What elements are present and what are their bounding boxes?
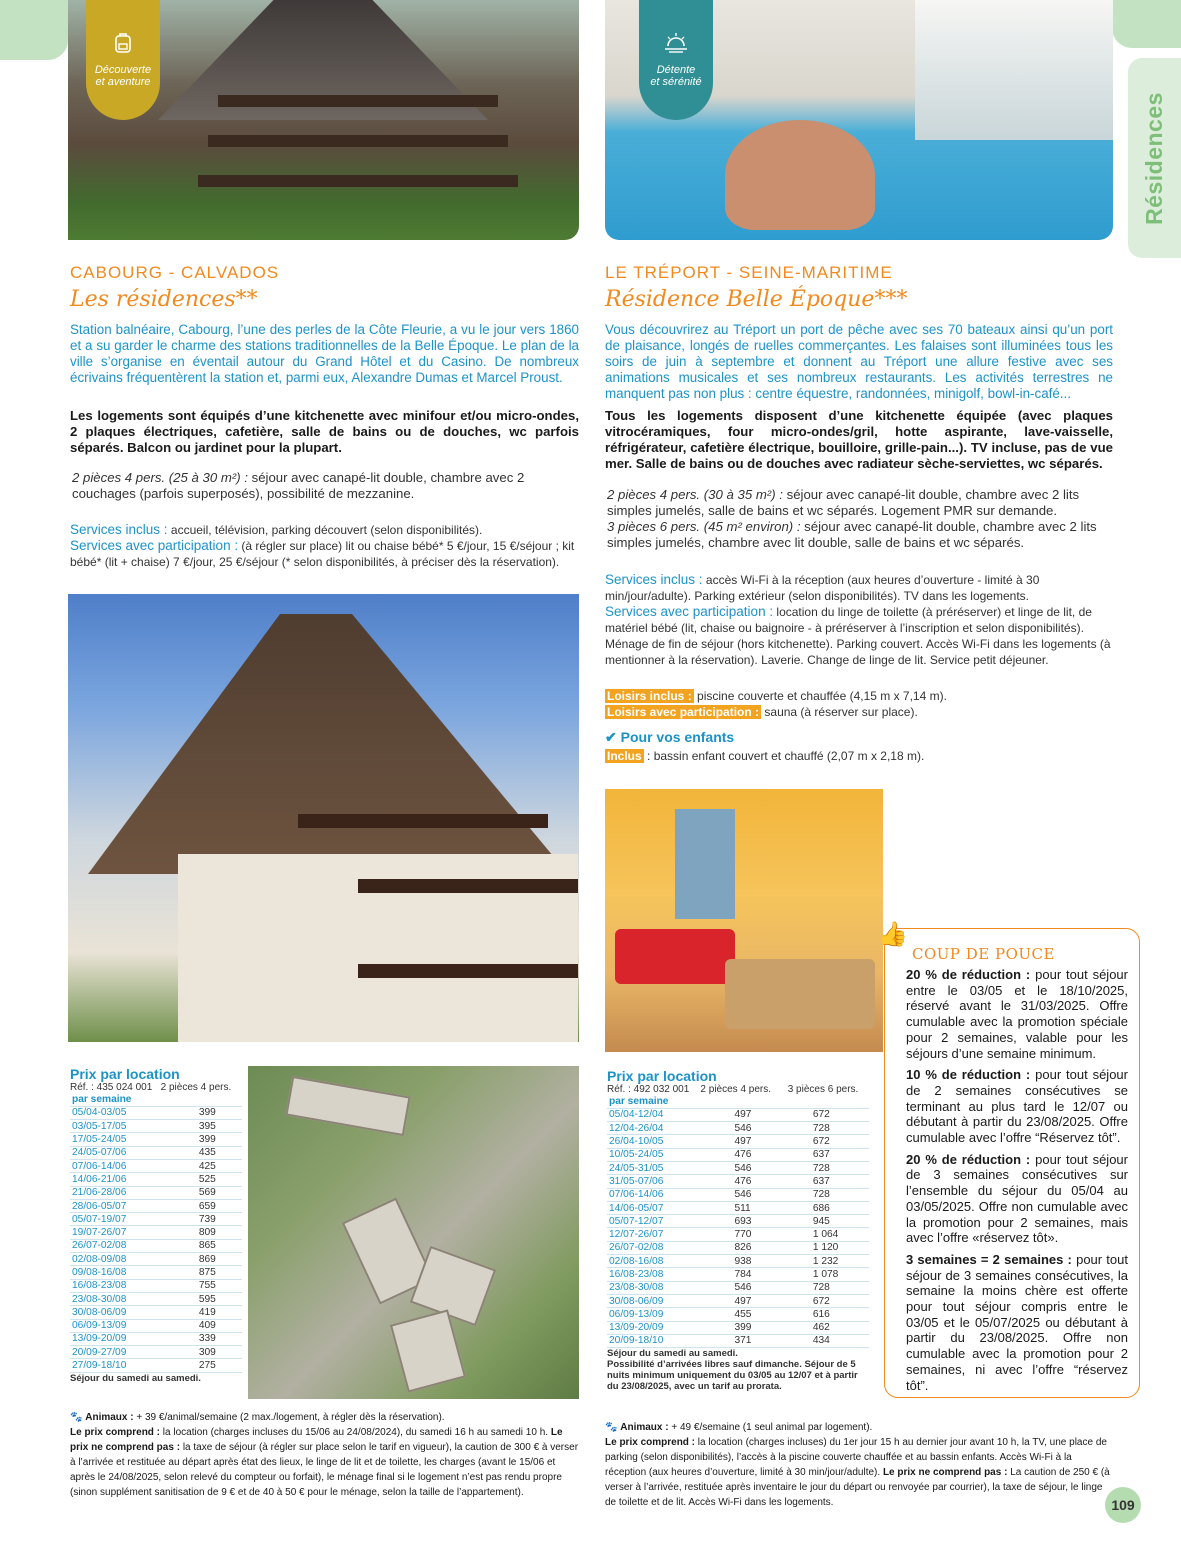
price-cell: 399 bbox=[149, 1106, 242, 1119]
offer-text: pour tout séjour entre le 03/05 et le 18/10/2025, réservé avant le 31/03/2025. Offre cumulable avec la promotion spéciale pour 2 semaines, valable pour les séjours d’une semaine minimum. bbox=[906, 967, 1128, 1061]
table-row bbox=[70, 1213, 242, 1226]
equipment-cabourg: Les logements sont équipés d’une kitchenette avec minifour et/ou micro-ondes, 2 plaques électriques, cafetière, salle de bains ou de douches, wc parfois séparés. Balcon ou jardinet pour la plupart. bbox=[70, 408, 579, 455]
table-row bbox=[607, 1228, 869, 1241]
price-cell: 945 bbox=[783, 1215, 869, 1228]
offer-label: 20 % de réduction : bbox=[906, 1151, 1031, 1167]
price-ref bbox=[607, 1084, 869, 1095]
offer bbox=[906, 1067, 1128, 1146]
offer-label: 10 % de réduction : bbox=[906, 1067, 1031, 1083]
price-table bbox=[607, 1095, 869, 1348]
leisure-treport bbox=[605, 688, 1113, 720]
table-row bbox=[70, 1319, 242, 1332]
checkmark-icon: ✔ bbox=[605, 729, 617, 745]
period-cell: 20/09-27/09 bbox=[70, 1346, 149, 1359]
period-cell: 07/06-14/06 bbox=[70, 1159, 149, 1172]
table-row bbox=[70, 1173, 242, 1186]
table-row bbox=[607, 1122, 869, 1135]
period-cell: 16/08-23/08 bbox=[70, 1279, 149, 1292]
table-row bbox=[607, 1294, 869, 1307]
title-cabourg: Les résidences** bbox=[70, 287, 258, 312]
table-row bbox=[70, 1266, 242, 1279]
column-header: 2 pièces 4 pers. bbox=[160, 1082, 232, 1093]
period-cell: 07/06-14/06 bbox=[607, 1188, 694, 1201]
period-cell: 13/09-20/09 bbox=[607, 1321, 694, 1334]
animals-text: + 39 €/animal/semaine (2 max./logement, à régler dès la réservation). bbox=[136, 1412, 445, 1423]
offer-text: pour tout séjour de 2 semaines consécutives se terminant au plus tard le 12/07 ou débutant à partir du 23/08/2025. Offre cumulable avec l’offre “Réservez tôt”. bbox=[906, 1067, 1128, 1146]
price-cell: 637 bbox=[783, 1148, 869, 1161]
badge-decouverte bbox=[86, 0, 160, 120]
table-row bbox=[70, 1159, 242, 1172]
table-row bbox=[607, 1308, 869, 1321]
table-header-row bbox=[607, 1095, 869, 1108]
price-note: Séjour du samedi au samedi. bbox=[607, 1348, 738, 1360]
price-cell: 616 bbox=[783, 1308, 869, 1321]
period-cell: 14/06-05/07 bbox=[607, 1201, 694, 1214]
table-row bbox=[70, 1306, 242, 1319]
paid-services-label: Services avec participation : bbox=[605, 604, 774, 619]
services-label: Services inclus : bbox=[605, 572, 703, 587]
period-cell: 24/05-07/06 bbox=[70, 1146, 149, 1159]
price-cell: 476 bbox=[694, 1175, 782, 1188]
price-ref bbox=[70, 1082, 242, 1093]
price-cell: 728 bbox=[783, 1161, 869, 1174]
price-cell: 399 bbox=[694, 1321, 782, 1334]
page-number: 109 bbox=[1105, 1487, 1141, 1523]
period-cell: 05/07-19/07 bbox=[70, 1213, 149, 1226]
paw-icon: 🐾 bbox=[605, 1422, 618, 1433]
animals-text: + 49 €/semaine (1 seul animal par logement). bbox=[671, 1422, 873, 1433]
footer-treport bbox=[605, 1420, 1113, 1510]
ref-number: Réf. : 492 032 001 bbox=[607, 1084, 690, 1095]
price-cell: 455 bbox=[694, 1308, 782, 1321]
price-cell: 728 bbox=[783, 1281, 869, 1294]
period-cell: 30/08-06/09 bbox=[607, 1294, 694, 1307]
leisure-paid-label: Loisirs avec participation : bbox=[607, 705, 760, 719]
coup-de-pouce-title: COUP DE POUCE bbox=[912, 945, 1055, 963]
offer-text: pour tout séjour de 3 semaines consécutives, la semaine la moins chère est offerte pour tout séjour compris entre le 03/05 et le 05/07/2025 ou débutant à partir du 23/08/2025. Offre non cumulable avec la promotion pour 2 semaines, ni avec l’offre “réservez tôt”. bbox=[906, 1251, 1128, 1393]
price-cell: 728 bbox=[783, 1188, 869, 1201]
paid-services-text: (à régler sur place) lit ou chaise bébé* 5 €/jour, 15 €/séjour ; kit bébé* (lit + chaise) 7 €/jour, 25 €/séjour (* selon disponibilités, à préciser dès la réservation). bbox=[70, 539, 575, 569]
offer bbox=[906, 967, 1128, 1061]
price-cell: 546 bbox=[694, 1161, 782, 1174]
price-cell: 546 bbox=[694, 1122, 782, 1135]
period-cell: 10/05-24/05 bbox=[607, 1148, 694, 1161]
price-cell: 770 bbox=[694, 1228, 782, 1241]
price-cell: 1 064 bbox=[783, 1228, 869, 1241]
table-row bbox=[607, 1334, 869, 1347]
period-cell: 06/09-13/09 bbox=[607, 1308, 694, 1321]
unit1-label: 2 pièces 4 pers. (30 à 35 m²) : bbox=[607, 487, 783, 502]
animals-label: Animaux : bbox=[620, 1422, 669, 1433]
price-cell: 497 bbox=[694, 1135, 782, 1148]
services-text: accueil, télévision, parking découvert (selon disponibilités). bbox=[170, 523, 483, 537]
table-row bbox=[607, 1135, 869, 1148]
table-row bbox=[607, 1201, 869, 1214]
price-cell: 409 bbox=[149, 1319, 242, 1332]
price-cell: 309 bbox=[149, 1346, 242, 1359]
table-row bbox=[70, 1253, 242, 1266]
price-cell: 462 bbox=[783, 1321, 869, 1334]
table-row bbox=[607, 1175, 869, 1188]
badge-detente bbox=[639, 0, 713, 120]
location-cabourg: CABOURG - CALVADOS bbox=[70, 263, 280, 282]
includes-label: Le prix comprend : bbox=[605, 1437, 696, 1448]
period-cell: 27/09-18/10 bbox=[70, 1359, 149, 1372]
period-cell: 26/07-02/08 bbox=[70, 1239, 149, 1252]
period-cell: 02/08-09/08 bbox=[70, 1253, 149, 1266]
units-label: 2 pièces 4 pers. (25 à 30 m²) : bbox=[72, 470, 248, 485]
excludes-text: la taxe de séjour (à régler sur place selon le tarif en vigueur), la caution de 300 € à verser à l’arrivée et restituée au départ après état des lieux, le linge de lit et de toilette, les charges (avant le 15/06 et après le 24/08/2025, selon relevé du compteur ou forfait), le ménage final si le logement n’est pas rendu propre (sinon supplément sanitisation de 9 € et de 40 à 50 € pour le ménage, selon la taille de l’appartement). bbox=[70, 1442, 579, 1498]
intro-treport: Vous découvrirez au Tréport un port de pêche avec ses 70 bateaux ainsi qu’un port de plaisance, longés de ruelles commerçantes. Les falaises sont illuminées tous les soirs de juin à septembre et donnent au Tréport une allure festive avec ses animations musicales et ses nombreux restaurants. Les activités terrestres ne manquent pas non plus : centre équestre, randonnées, minigolf, bowl-in-café... bbox=[605, 322, 1113, 401]
week-label: par semaine bbox=[607, 1095, 869, 1108]
table-row bbox=[70, 1346, 242, 1359]
table-row bbox=[70, 1279, 242, 1292]
kids-treport bbox=[605, 748, 1113, 764]
price-cell: 659 bbox=[149, 1199, 242, 1212]
price-cell: 693 bbox=[694, 1215, 782, 1228]
unit2-label: 3 pièces 6 pers. (45 m² environ) : bbox=[607, 519, 801, 534]
price-table bbox=[70, 1093, 242, 1373]
services-cabourg bbox=[70, 522, 579, 570]
price-note: Possibilité d’arrivées libres sauf dimanche. Séjour de 5 nuits minimum uniquement du 03/05 au 12/07 et à partir du 23/08/2025, avec un tarif au prorata. bbox=[607, 1359, 858, 1393]
period-cell: 05/04-12/04 bbox=[607, 1108, 694, 1121]
badge-line: Détente bbox=[656, 64, 696, 76]
corner-decoration bbox=[0, 0, 68, 60]
price-cell: 546 bbox=[694, 1281, 782, 1294]
period-cell: 12/07-26/07 bbox=[607, 1228, 694, 1241]
column-header: 3 pièces 6 pers. bbox=[787, 1084, 859, 1095]
price-cell: 686 bbox=[783, 1201, 869, 1214]
price-note: Séjour du samedi au samedi. bbox=[70, 1372, 201, 1384]
price-table-treport bbox=[607, 1068, 869, 1392]
unit2-text: séjour avec canapé-lit double, chambre avec 2 lits simples jumelés, chambre avec lit double, salle de bains et wc séparés. bbox=[607, 519, 1097, 550]
table-row bbox=[70, 1292, 242, 1305]
period-cell: 02/08-16/08 bbox=[607, 1255, 694, 1268]
price-cell: 546 bbox=[694, 1188, 782, 1201]
table-row bbox=[607, 1148, 869, 1161]
table-row bbox=[70, 1120, 242, 1133]
price-cell: 826 bbox=[694, 1241, 782, 1254]
side-tab-label: Résidences bbox=[1141, 91, 1168, 225]
period-cell: 20/09-18/10 bbox=[607, 1334, 694, 1347]
price-cell: 435 bbox=[149, 1146, 242, 1159]
period-cell: 16/08-23/08 bbox=[607, 1268, 694, 1281]
price-cell: 595 bbox=[149, 1292, 242, 1305]
period-cell: 05/04-03/05 bbox=[70, 1106, 149, 1119]
table-row bbox=[70, 1199, 242, 1212]
kids-title: Pour vos enfants bbox=[620, 729, 735, 745]
excludes-label: Le prix ne comprend pas : bbox=[882, 1467, 1008, 1478]
table-row bbox=[607, 1215, 869, 1228]
offer bbox=[906, 1152, 1128, 1246]
includes-label: Le prix comprend : bbox=[70, 1427, 161, 1438]
price-cell: 869 bbox=[149, 1253, 242, 1266]
services-label: Services inclus : bbox=[70, 522, 168, 537]
sunset-icon bbox=[663, 32, 689, 54]
leisure-paid-text: sauna (à réserver sur place). bbox=[764, 705, 918, 719]
price-cell: 938 bbox=[694, 1255, 782, 1268]
table-row bbox=[70, 1133, 242, 1146]
photo-apartment bbox=[605, 789, 883, 1052]
paid-services-label: Services avec participation : bbox=[70, 538, 239, 553]
kids-label: Inclus bbox=[607, 749, 642, 763]
equipment-treport: Tous les logements disposent d’une kitchenette équipée (avec plaques vitrocéramiques, four micro-ondes/gril, hotte aspirante, lave-vaisselle, réfrigérateur, cafetière électrique, bouilloire, grille-pain...). TV incluse, pas de vue mer. Salle de bains ou de douches avec radiateur sèche-serviettes, wc séparés. bbox=[605, 408, 1113, 471]
period-cell: 24/05-31/05 bbox=[607, 1161, 694, 1174]
price-cell: 497 bbox=[694, 1294, 782, 1307]
offer-text: pour tout séjour de 3 semaines consécutives sur l’ensemble du séjour du 05/04 au 03/05/2025. Offre non cumulable avec la promotion pour 2 semaines, mais avec l’offre «réservez tôt». bbox=[906, 1151, 1128, 1246]
price-cell: 497 bbox=[694, 1108, 782, 1121]
side-tab bbox=[1128, 58, 1181, 258]
kids-section-title bbox=[605, 729, 734, 746]
table-row bbox=[607, 1161, 869, 1174]
price-cell: 865 bbox=[149, 1239, 242, 1252]
period-cell: 26/04-10/05 bbox=[607, 1135, 694, 1148]
leisure-label: Loisirs inclus : bbox=[607, 689, 692, 703]
includes-text: la location (charges incluses du 15/06 au 24/08/2024), du samedi 16 h au samedi 10 h. bbox=[162, 1427, 549, 1438]
period-cell: 30/08-06/09 bbox=[70, 1306, 149, 1319]
table-row bbox=[607, 1188, 869, 1201]
price-cell: 476 bbox=[694, 1148, 782, 1161]
badge-line: Découverte bbox=[94, 64, 152, 76]
coup-de-pouce-offers bbox=[906, 967, 1128, 1397]
intro-cabourg: Station balnéaire, Cabourg, l’une des perles de la Côte Fleurie, a vu le jour vers 1860 et a su garder le charme des stations traditionnelles de la Belle Époque. Le plan de la ville s’organise en éventail autour du Grand Hôtel et du Casino. De nombreux écrivains fréquentèrent la station et, parmi eux, Alexandre Dumas et Marcel Proust. bbox=[70, 322, 579, 385]
price-cell: 637 bbox=[783, 1175, 869, 1188]
price-cell: 1 232 bbox=[783, 1255, 869, 1268]
table-row bbox=[70, 1332, 242, 1345]
period-cell: 19/07-26/07 bbox=[70, 1226, 149, 1239]
badge-line: et sérénité bbox=[650, 76, 702, 88]
price-cell: 511 bbox=[694, 1201, 782, 1214]
period-cell: 17/05-24/05 bbox=[70, 1133, 149, 1146]
period-cell: 14/06-21/06 bbox=[70, 1173, 149, 1186]
price-cell: 784 bbox=[694, 1268, 782, 1281]
backpack-icon bbox=[110, 32, 136, 54]
price-cell: 728 bbox=[783, 1122, 869, 1135]
price-cell: 672 bbox=[783, 1108, 869, 1121]
badge-line: et aventure bbox=[95, 76, 151, 88]
price-cell: 425 bbox=[149, 1159, 242, 1172]
period-cell: 31/05-07/06 bbox=[607, 1175, 694, 1188]
price-table-cabourg bbox=[70, 1066, 242, 1384]
price-cell: 672 bbox=[783, 1294, 869, 1307]
price-cell: 875 bbox=[149, 1266, 242, 1279]
offer bbox=[906, 1252, 1128, 1393]
period-cell: 13/09-20/09 bbox=[70, 1332, 149, 1345]
price-cell: 755 bbox=[149, 1279, 242, 1292]
price-cell: 339 bbox=[149, 1332, 242, 1345]
table-row bbox=[70, 1146, 242, 1159]
animals-label: Animaux : bbox=[85, 1412, 134, 1423]
table-row bbox=[70, 1359, 242, 1372]
services-text: accès Wi-Fi à la réception (aux heures d’ouverture - limité à 30 min/jour/adulte). Parking extérieur (selon disponibilités). TV dans les logements. bbox=[605, 573, 1040, 603]
excludes-text: La caution de 250 € (à verser à l’arrivée, restituée après inventaire le jour du départ ou renvoyée par courrier), la taxe de séjour, le linge de toilette et de lit. Accès Wi-Fi dans les logements. bbox=[605, 1467, 1110, 1508]
price-cell: 399 bbox=[149, 1133, 242, 1146]
price-cell: 569 bbox=[149, 1186, 242, 1199]
table-row bbox=[70, 1239, 242, 1252]
period-cell: 05/07-12/07 bbox=[607, 1215, 694, 1228]
units-text: séjour avec canapé-lit double, chambre avec 2 couchages (parfois superposés), possibilité de mezzanine. bbox=[72, 470, 525, 501]
period-cell: 03/05-17/05 bbox=[70, 1120, 149, 1133]
includes-text: la location (charges incluses) du 1er jour 15 h au dernier jour avant 10 h, la TV, une place de parking (selon disponibilités), l’accès à la piscine couverte chauffée et au bassin enfants. Accès Wi-Fi à la réception (aux heures d’ouverture, limité à 30 min/jour/adulte). bbox=[605, 1437, 1107, 1478]
table-row bbox=[70, 1186, 242, 1199]
units-treport bbox=[607, 487, 1107, 551]
week-label: par semaine bbox=[70, 1093, 242, 1106]
period-cell: 23/08-30/08 bbox=[607, 1281, 694, 1294]
leisure-text: piscine couverte et chauffée (4,15 m x 7,14 m). bbox=[697, 689, 947, 703]
price-cell: 672 bbox=[783, 1135, 869, 1148]
column-header: 2 pièces 4 pers. bbox=[700, 1084, 772, 1095]
price-title: Prix par location bbox=[70, 1066, 180, 1082]
table-row bbox=[607, 1268, 869, 1281]
table-row bbox=[607, 1255, 869, 1268]
period-cell: 28/06-05/07 bbox=[70, 1199, 149, 1212]
footer-cabourg bbox=[70, 1410, 579, 1500]
period-cell: 23/08-30/08 bbox=[70, 1292, 149, 1305]
price-cell: 1 078 bbox=[783, 1268, 869, 1281]
table-row bbox=[70, 1226, 242, 1239]
table-row bbox=[607, 1281, 869, 1294]
price-cell: 525 bbox=[149, 1173, 242, 1186]
excludes-label: Le prix ne comprend pas : bbox=[70, 1427, 563, 1453]
price-title: Prix par location bbox=[607, 1068, 717, 1084]
table-row bbox=[607, 1108, 869, 1121]
table-row bbox=[70, 1106, 242, 1119]
title-treport: Résidence Belle Époque*** bbox=[605, 287, 908, 312]
paw-icon: 🐾 bbox=[70, 1412, 83, 1423]
offer-label: 3 semaines = 2 semaines : bbox=[906, 1251, 1072, 1267]
corner-decoration bbox=[1112, 0, 1181, 48]
period-cell: 26/07-02/08 bbox=[607, 1241, 694, 1254]
table-header-row bbox=[70, 1093, 242, 1106]
unit1-text: séjour avec canapé-lit double, chambre avec 2 lits simples jumelés, salle de bains et wc séparés. Logement PMR sur demande. bbox=[607, 487, 1080, 518]
table-row bbox=[607, 1241, 869, 1254]
location-treport: LE TRÉPORT - SEINE-MARITIME bbox=[605, 263, 893, 282]
kids-text: : bassin enfant couvert et chauffé (2,07 m x 2,18 m). bbox=[647, 749, 925, 763]
photo-cabourg-house bbox=[68, 594, 579, 1042]
price-cell: 395 bbox=[149, 1120, 242, 1133]
period-cell: 12/04-26/04 bbox=[607, 1122, 694, 1135]
paid-services-text: location du linge de toilette (à préréserver) et linge de lit, de matériel bébé (lit, chaise ou baignoire - à préréserver à l’inscription et selon disponibilités). Ménage de fin de séjour (hors kitchenette). Parking couvert. Accès Wi-Fi dans les logements (à mentionner à la réservation). Laverie. Change de linge de lit. Service petit déjeuner. bbox=[605, 605, 1111, 667]
period-cell: 09/08-16/08 bbox=[70, 1266, 149, 1279]
table-row bbox=[607, 1321, 869, 1334]
price-cell: 809 bbox=[149, 1226, 242, 1239]
thumbs-up-icon: 👍 bbox=[878, 921, 908, 948]
period-cell: 06/09-13/09 bbox=[70, 1319, 149, 1332]
price-cell: 434 bbox=[783, 1334, 869, 1347]
price-cell: 1 120 bbox=[783, 1241, 869, 1254]
units-cabourg bbox=[72, 470, 552, 502]
period-cell: 21/06-28/06 bbox=[70, 1186, 149, 1199]
services-treport bbox=[605, 572, 1113, 668]
photo-aerial bbox=[248, 1066, 579, 1399]
ref-number: Réf. : 435 024 001 bbox=[70, 1082, 153, 1093]
price-cell: 275 bbox=[149, 1359, 242, 1372]
offer-label: 20 % de réduction : bbox=[906, 967, 1031, 982]
price-cell: 419 bbox=[149, 1306, 242, 1319]
price-cell: 371 bbox=[694, 1334, 782, 1347]
price-cell: 739 bbox=[149, 1213, 242, 1226]
